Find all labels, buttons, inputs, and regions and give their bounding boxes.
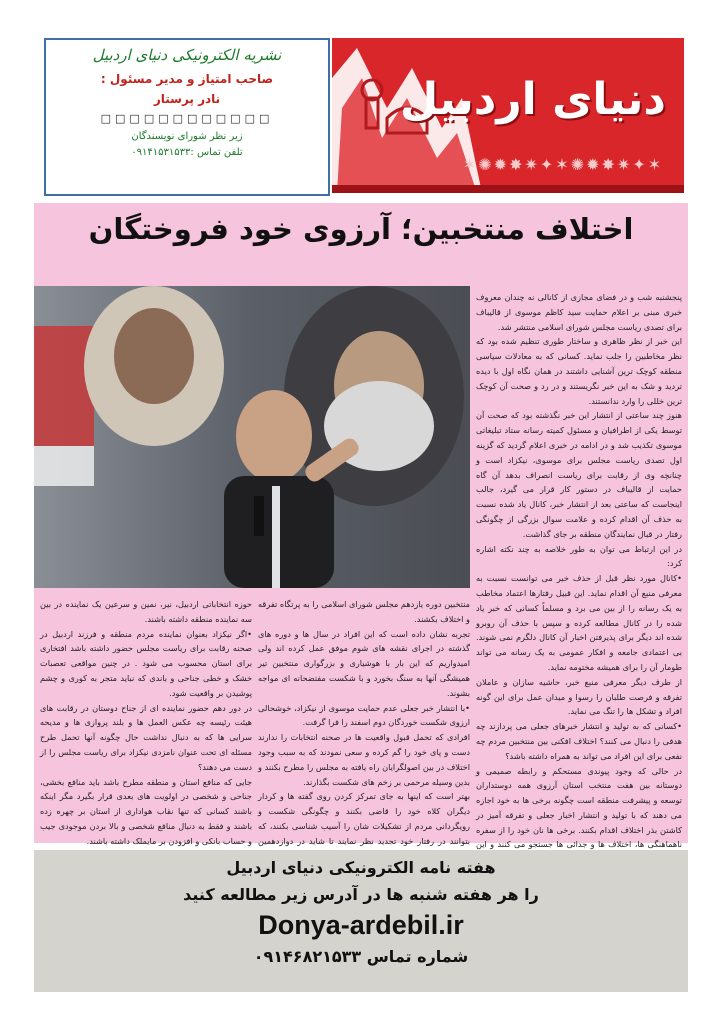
paragraph: حوزه انتخاباتی اردبیل، نیر، نمین و سرعین یک نماینده در بین سه نماینده منطقه داشته باشند. [40,599,252,624]
paragraph: از طرف دیگر معرفی منبع خبر، حاشیه سازان و عاملان تفرقه و فرصت طلبان را رسوا و میدان عمل برای این گونه افراد و تشکل ها را تنگ می نماید. [476,676,682,717]
placeholder-glyphs: □□□□□□□□□□□□ [100,112,274,125]
paragraph: •با انتشار خبر جعلی عدم حمایت موسوی از نیکزاد، خوشحالی ارزوی شکست خوردگان دوم اسفند را فرا گرفت. [258,702,470,728]
phone-line: تلفن تماس :۰۹۱۴۱۵۳۱۵۳۳ [131,147,243,158]
footer-line-2: را هر هفته شنبه ها در آدرس زیر مطالعه کنید [183,885,539,904]
paragraph: تجربه نشان داده است که این افراد در سال ها و دوره های گذشته در اجرای نقشه های شوم موفق عمل کرده اند ولی امیدواریم که این بار با هوشیاری و بزرگواری منتخبین تیر همیشگی آنها به سنگ بخورد و با شکست مفتضحانه ای مواجه بشوند. [258,628,470,698]
paragraph: •کسانی که به تولید و انتشار خبرهای جعلی می پردازند چه هدفی را دنبال می کنند؟ اختلاف افکنی بین منتخبین مردم چه نفعی برای این افراد می تواند به همراه داشته باشد؟ [476,721,682,761]
footer-line-1: هفته نامه الکترونیکی دنیای اردبیل [226,858,496,877]
paragraph: جایی که منافع استان و منطقه مطرح باشد باید منافع بخشی، جناحی و شخصی در اولویت های بعدی قرار بگیرد مگر اینکه باشند کسانی که تنها نقاب هواداری از استان بر چهره زده باشند و فقط به دنبال منافع شخصی و بالا بردن موجودی جیب و حساب بانکی و افزودن بر مایملک داشته باشند. [40,776,252,846]
publication-name: نشریه الکترونیکی دنیای اردبیل [92,46,282,64]
logo-text: دنیای اردبیل [400,74,666,125]
paragraph: هنوز چند ساعتی از انتشار این خبر نگذشته بود که صحت آن توسط یکی از اطرافیان و مسئول کمیته رسانه ستاد تبلیغاتی موسوی تکذیب شد و در ادامه در خبری اعلام گردید که گزینه اول تصدی ریاست مجلس برای موسوی، نیکزاد است و چنانچه وی از رقابت برای ریاست انصراف بدهد آن گاه حمایت از قالیباف در دستور کار قرار می گیرد، جالب اینجاست که ساعتی بعد از انتشار خبر، کانال یاد شده نسبت به حذف آن اقدام کرده و علامت سوال بزرگی از چگونگی رفتار در قبال نمایندگان منطقه بر جای گذاشت. [476,410,682,539]
paragraph: •اگر نیکزاد بعنوان نماینده مردم منطقه و فرزند اردبیل در صحنه رقابت برای ریاست مجلس حضور داشته باشد افتخاری برای استان محسوب می شود . در چنین مواقعی تعصبات خشک و خطی جناحی و باندی که نباید متجر به کوری و چشم پوشیدن بر واقعیت شود. [40,628,252,698]
owner-name: نادر پرستار [153,92,221,106]
speaker-photo-icon [34,286,470,588]
logo-banner [332,38,684,193]
paragraph: بهتر است که اینها به جای تمرکز کردن روی گفته ها و کردار دیگران کلاه خود را قاضی بکنند و چگونگی شکست و رویگردانی مردم از تشکیلات شان را آسیب شناسی بکنند، که بتوانند در رفتار خود تجدید نظر نمایند تا شاید در دوازدهمین [258,791,470,846]
paragraph: این خبر از نظر ظاهری و ساختار طوری تنظیم شده بود که نظر مخاطبین را جلب نماید. کسانی که به معادلات سیاسی منطقه کوچک ترین آشنایی داشتند در همان نگاه اول با دیده تردید و شک به این خبر نگریستند و در رد و صحت آن کوچک ترین خللی را وارد ندانستند. [476,336,682,406]
paragraph: در این ارتباط می توان به طور خلاصه به چند نکته اشاره کرد: [476,543,682,569]
paragraph: افرادی که تحمل قبول واقعیت ها در صحنه انتخابات را ندارند دست و پای خود را گم کرده و سعی نمودند که به سبب وجود اختلاف در بین اصولگرایان راه یافته به مجلس را مطرح بکنند و بدین وسیله مرحمی بر زخم های شکست بگذارند. [258,732,470,787]
article-photo [34,286,470,588]
council-line: زیر نظر شورای نویسندگان [131,131,243,142]
headline: اختلاف منتخبین؛ آرزوی خود فروختگان [88,212,634,246]
banner-stripe [332,185,684,193]
paragraph: در دور دهم حضور نماینده ای از جناح دوستان در رقابت های هیئت رئیسه چه عکس العمل ها و بلند پروازی ها و مدیحه سرایی ها که به دنبال نداشت حال چگونه آنها تحمل طرح مسئله ای تحت عنوان نامزدی نیکزاد برای ریاست مجلس را از دست می دهند؟ [40,702,252,772]
article-column-right [476,290,682,850]
website-link[interactable]: Donya-ardebil.ir [258,910,464,940]
article-column-middle [258,597,470,846]
masthead-box [44,38,330,196]
article-column-left [40,597,252,846]
owner-label: صاحب امتیاز و مدیر مسئول : [100,72,274,86]
paragraph: منتخبین دوره یازدهم مجلس شورای اسلامی را به پرتگاه تفرقه و اختلاف بکشند. [258,599,470,624]
decorative-figures-icon: ✶✦✷✸✹✺✶✦✷✸✹✺✶ [462,155,664,174]
footer-phone: شماره تماس ۰۹۱۴۶۸۲۱۵۳۳ [253,947,469,966]
paragraph: •کانال مورد نظر قبل از حذف خبر می توانست نسبت به معرفی منبع آن اقدام نماید. این قبیل رفتارها اعتماد مخاطب به یک رسانه را از بین می برد و مسلماً کسانی که خبر یاد شده را در کانال مطالعه کرده و سپس با حذف آن روبرو شده اند دیگر برای پذیرفتن اخبار آن کانال دلگرم نمی شوند. بی اعتمادی جامعه و افکار عمومی به یک رسانه می تواند طومار آن را برای همیشه مختومه نماید. [476,573,682,672]
paragraph: در حالی که وجود پیوندی مستحکم و رابطه صمیمی و دوستانه بین هفت منتخب استان آرزوی همه دوستداران توسعه و پیشرفت منطقه است چگونه برخی ها به خود اجازه می دهند که با تولید و انتشار اخبار جعلی و تفرقه آمیز در کاشتن بذر اختلاف اقدام بکنند. برخی ها نان خود را از سفره ناهماهنگی ها، اختلاف ها و جدائی ها جستجو می کنند و این [476,765,682,850]
paragraph: پنجشنبه شب و در فضای مجازی از کانالی نه چندان معروف خبری مبنی بر اعلام حمایت سید کاظم موسوی از قالیباف برای تصدی ریاست مجلس شورای اسلامی منتشر شد. [476,292,682,332]
footer-panel [34,850,688,992]
